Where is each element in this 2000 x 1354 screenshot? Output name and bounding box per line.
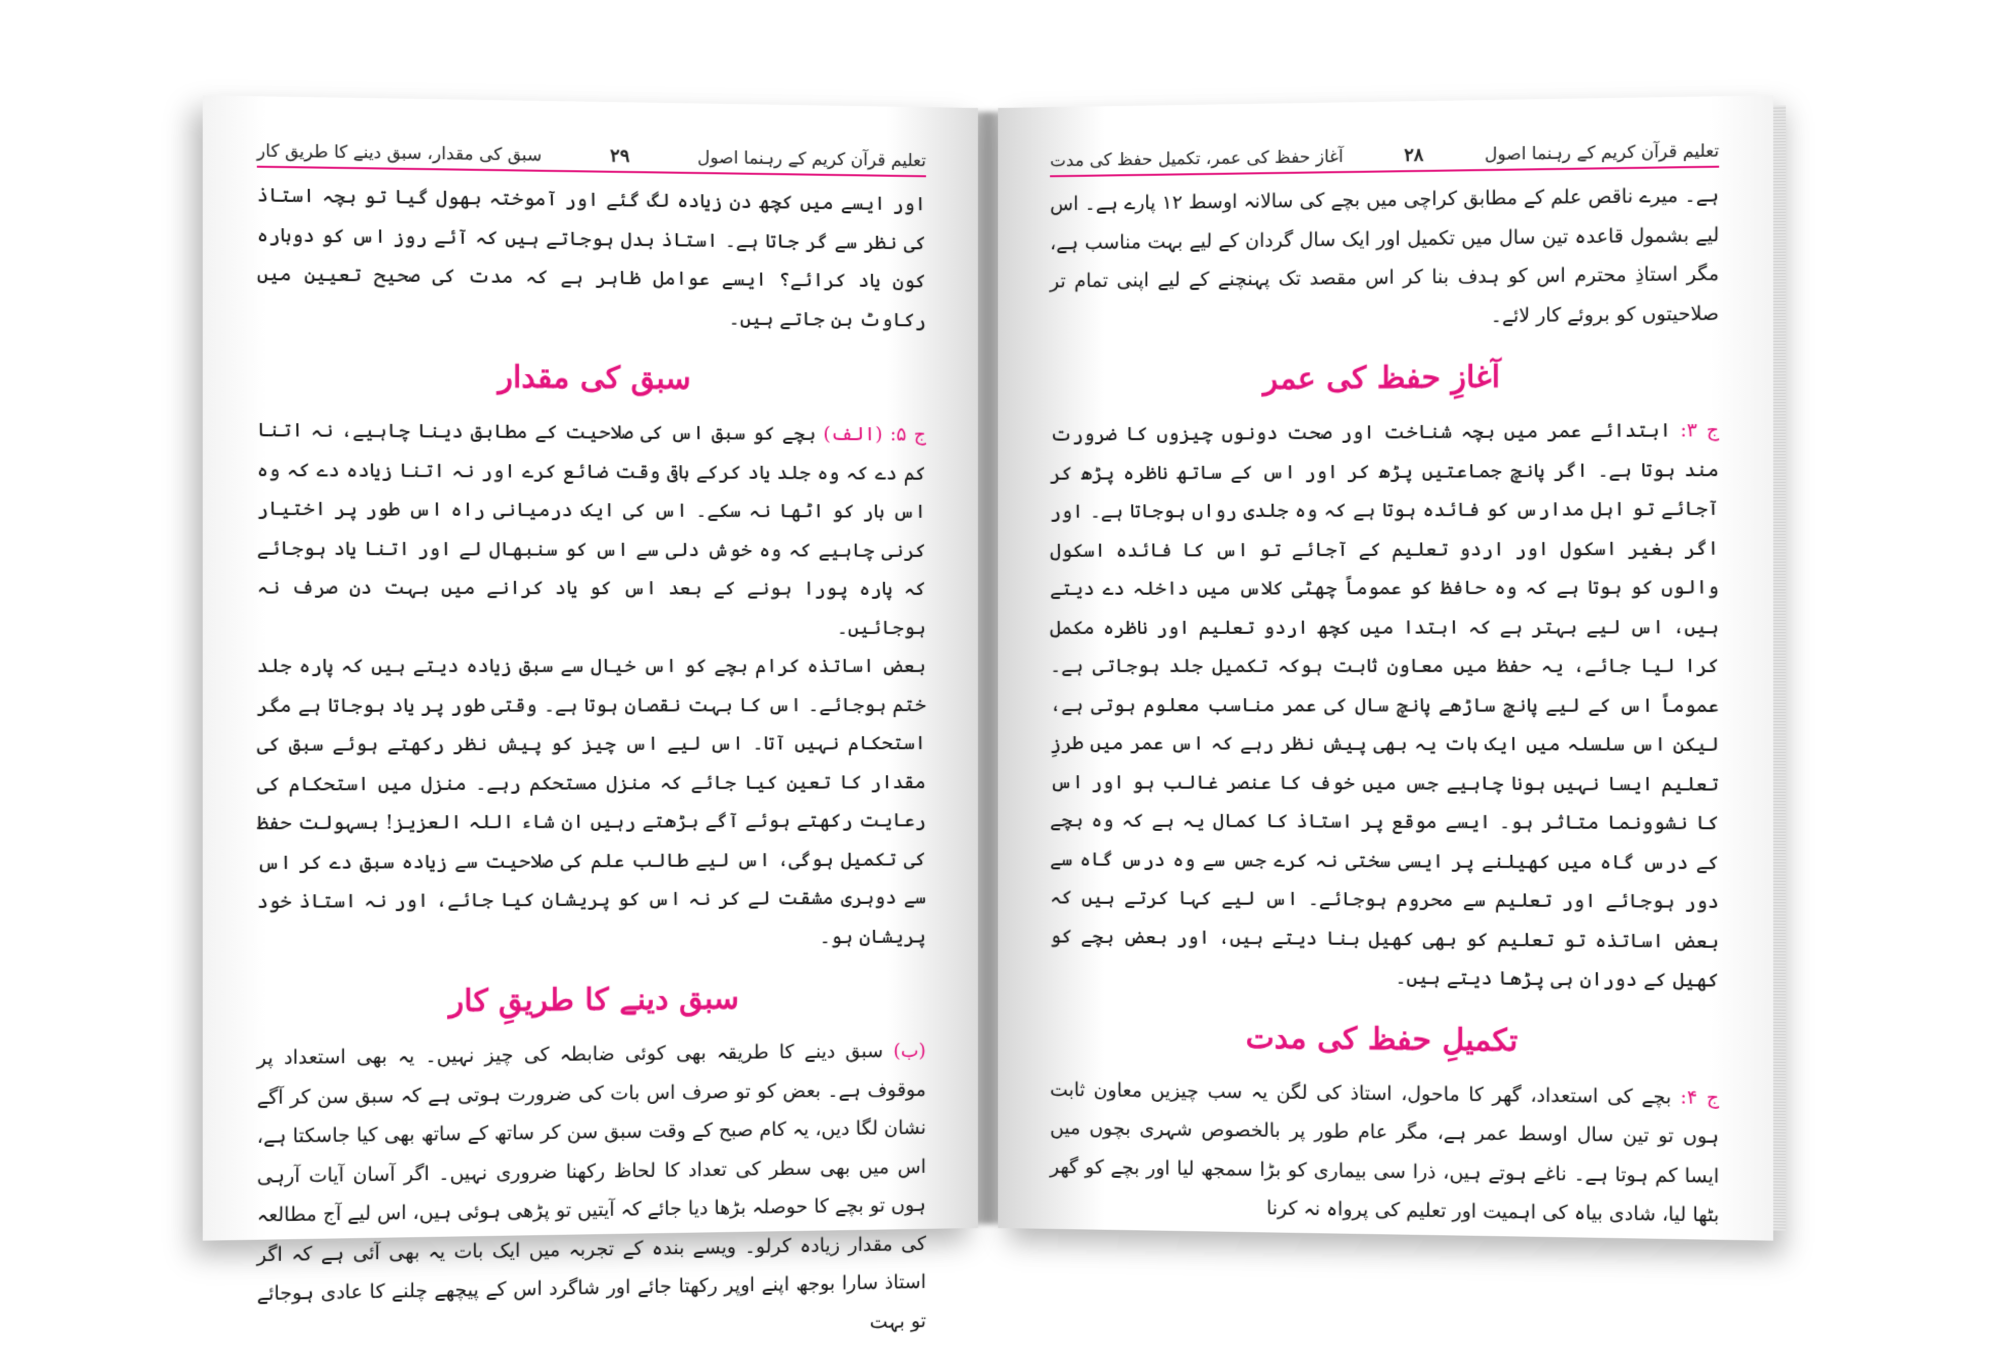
answer-marker: ج ۴:: [1680, 1085, 1720, 1109]
paragraph-text: بچے کی استعداد، گھر کا ماحول، استاذ کی لگن یہ سب چیزیں معاون ثابت ہوں تو تین سال اوسط عمر ہے، مگر عام طور پر بالخصوص شہری بچوں میں ایسا کم ہوتا ہے۔ ناغے ہوتے ہیں، ذرا سی بیماری کو بڑا سمجھ لیا اور بچے کو گھر بٹھا لیا، شادی بیاہ کی اہمیت اور تعلیم کی پرواہ نہ کرنا: [1049, 1078, 1720, 1227]
answer-marker: (ب): [893, 1039, 927, 1062]
paragraph-text: ابتدائے عمر میں بچہ شناخت اور صحت دونوں چیزوں کا ضرورت مند ہوتا ہے۔ اگر پانچ جماعتیں پڑھ کر اور اس کے ساتھ ناظرہ پڑھ کر آجائے تو اہل مدارس کو فائدہ ہوتا ہے کہ وہ جلدی رواں ہوجاتا ہے۔ اور اگر بغیر اسکول اور اردو تعلیم کے آجائے تو اس کا فائدہ اسکول والوں کو ہوتا ہے کہ وہ حافظ کو عموماً چھٹی کلاس میں داخلہ دے دیتے ہیں، اس لیے بہتر ہے کہ ابتدا میں کچھ اردو تعلیم اور ناظرہ مکمل کرا لیا جائے، یہ حفظ میں معاون ثابت ہوکہ تکمیل جلد ہوجاتی ہے۔ عموماً اس کے لیے پانچ ساڑھے پانچ سال کی عمر مناسب معلوم ہوتی ہے، لیکن اس سلسلہ میں ایک بات یہ بھی پیش نظر رہے کہ اس عمر میں طرزِ تعلیم ایسا نہیں ہونا چاہیے جس میں خوف کا عنصر غالب ہو اور اس کا نشوونما متاثر ہو۔ ایسے موقع پر استاذ کا کمال یہ ہے کہ وہ بچے کے درس گاہ میں کھیلنے پر ایسی سختی نہ کرے جس سے وہ درس گاہ سے دور ہوجائے اور تعلیم سے محروم ہوجائے۔ اس لیے کہا کرتے ہیں کہ بعض اساتذہ تو تعلیم کو بھی کھیل بنا دیتے ہیں، اور بعض بچے کو کھیل کے دوران ہی پڑھا دیتے ہیں۔: [1049, 419, 1720, 992]
right-running-head: [1050, 131, 1719, 177]
left-running-head: [257, 131, 926, 177]
left-page-number: ۲۹: [609, 145, 630, 167]
right-page-number: ۲۸: [1403, 144, 1424, 167]
right-book-title: تعلیم قرآن کریم کے رہنما اصول: [1484, 141, 1720, 165]
heading-sabaq-ki-miqdar: سبق کی مقدار: [497, 359, 691, 397]
open-book: [218, 108, 1778, 1333]
paragraph-j4: [1050, 1070, 1719, 1235]
left-page: [203, 95, 978, 1333]
left-book-title: تعلیم قرآن کریم کے رہنما اصول: [697, 147, 927, 172]
answer-marker: ج ۵: (الف): [823, 422, 927, 446]
paragraph-text: بچے کو سبق اس کی صلاحیت کے مطابق دینا چاہیے، نہ اتنا کم دے کہ وہ جلد یاد کرکے باقی وقت ضائع کرے اور نہ اتنا زیادہ دے کہ وہ اس بار کو اٹھا نہ سکے۔ اس کی ایک درمیانی راہ اس طور پر اختیار کرنی چاہیے کہ وہ خوش دلی سے اس کو سنبھال لے اور اتنا یاد ہوجائے کہ پارہ پورا ہونے کے بعد اس کو یاد کرانے میں بہت دن صرف نہ ہوجائیں۔: [256, 418, 927, 639]
left-intro-paragraph: اور ایسے میں کچھ دن زیادہ لگ گئے اور آموختہ بھول گیا تو بچہ استاذ کی نظر سے گر جاتا ہے۔ استاذ بدل ہوجاتے ہیں کہ آئے روز اس کو دوبارہ کون یاد کرائے؟ ایسے عوامل ظاہر ہے کہ مدت کی صحیح تعیین میں رکاوٹ بن جاتے ہیں۔: [256, 184, 927, 331]
right-body: [1050, 176, 1719, 1235]
paragraph-text: سبق دینے کا طریقہ بھی کوئی ضابطہ کی چیز نہیں۔ یہ بھی استعداد پر موقوف ہے۔ بعض کو تو صرف اس بات کی ضرورت ہوتی ہے کہ سبق سن کر آگے نشان لگا دیں، یہ کام صبح کے وقت سبق سن کر ساتھ کے ساتھ بھی کیا جاسکتا ہے، اس میں بھی سطر کی تعداد کا لحاظ رکھنا ضروری نہیں۔ اگر آسان آیات آرہی ہوں تو بچے کا حوصلہ بڑھا دیا جائے کہ آیتیں تو پڑھی ہوئی ہیں، اس لیے آج مطالعہ کی مقدار زیادہ کرلو۔ ویسے بندہ کے تجربہ میں ایک بات یہ بھی آئی ہے کہ اگر استاذ سارا بوجھ اپنے اوپر رکھتا جائے اور شاگرد اس کے پیچھے چلنے کا عادی ہوجائے تو بہت: [256, 1040, 927, 1333]
paragraph-j5-alif: [257, 411, 926, 647]
heading-aghaz-hifz-ki-umr: آغازِ حفظ کی عمر: [1263, 359, 1501, 397]
paragraph-j3: [1050, 411, 1719, 1001]
left-section-title: سبق کی مقدار، سبق دینے کا طریق کار: [256, 141, 542, 166]
heading-takmil-hifz-ki-muddat: تکمیلِ حفظ کی مدت: [1245, 1020, 1518, 1059]
right-page: [998, 95, 1773, 1240]
heading-sabaq-dene-ka-tariqa: سبق دینے کا طریقِ کار: [449, 981, 740, 1020]
answer-marker: ج ۳:: [1680, 418, 1720, 442]
right-intro-paragraph: ہے۔ میرے ناقص علم کے مطابق کراچی میں بچے کی سالانہ اوسط ۱۲ پارے ہے۔ اس لیے بشمول قاعدہ تین سال میں تکمیل اور ایک سال گردان کے لیے بہت مناسب ہے، مگر استاذِ محترم اس کو ہدف بنا کر اس مقصد تک پہنچنے کے لیے اپنی تمام تر صلاحیتوں کو بروئے کار لائے۔: [1049, 184, 1720, 327]
paragraph-baaz-asatiza: بعض اساتذہ کرام بچے کو اس خیال سے سبق زیادہ دیتے ہیں کہ پارہ جلد ختم ہوجائے۔ اس کا بہت نقصان ہوتا ہے۔ وقتی طور پر یاد ہوجاتا ہے مگر استحکام نہیں آتا۔ اس لیے اس چیز کو پیش نظر رکھتے ہوئے سبق کی مقدار کا تعین کیا جائے کہ منزل مستحکم رہے۔ منزل میں استحکام کی رعایت رکھتے ہوئے آگے بڑھتے رہیں ان شاء اللہ العزیز! بسہولت حفظ کی تکمیل ہوگی، اس لیے طالب علم کی صلاحیت سے زیادہ سبق دے کر اس سے دوہری مشقت لے کر نہ اس کو پریشان کیا جائے، اور نہ استاذ خود پریشان ہو۔: [256, 654, 927, 948]
right-section-title: آغاز حفظ کی عمر، تکمیل حفظ کی مدت: [1049, 146, 1344, 172]
paragraph-j5-be: [257, 1032, 926, 1354]
left-body: [257, 176, 926, 1353]
page-stack-edge: [1773, 105, 1786, 1230]
